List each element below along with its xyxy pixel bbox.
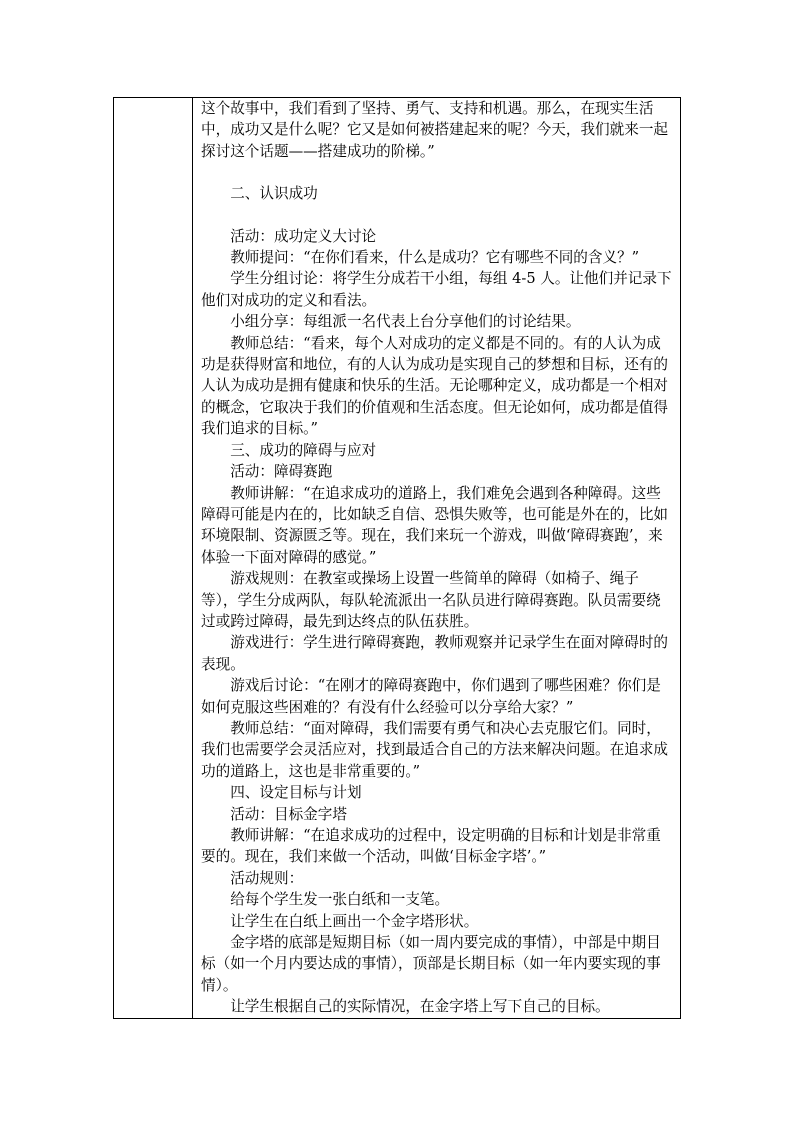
paragraph: 这个故事中，我们看到了坚持、勇气、支持和机遇。那么，在现实生活中，成功又是什么呢？它又是如何被搭建起来的呢？今天，我们就来一起探讨这个话题——搭建成功的阶梯。” — [201, 100, 669, 160]
paragraph: 小组分享：每组派一名代表上台分享他们的讨论结果。 — [230, 313, 581, 331]
paragraph: 教师讲解：“在追求成功的过程中，设定明确的目标和计划是非常重要的。现在，我们来做一个活动，叫做‘目标金字塔’。” — [201, 827, 661, 866]
paragraph: 学生分组讨论：将学生分成若干小组，每组 4-5 人。让他们并记录下他们对成功的定义和看法。 — [201, 270, 672, 309]
content-cell — [193, 98, 681, 1019]
paragraph: 游戏后讨论：“在刚才的障碍赛跑中，你们遇到了哪些困难？你们是如何克服这些困难的？有没有什么经验可以分享给大家？” — [201, 677, 661, 716]
paragraph: 教师提问：“在你们看来，什么是成功？它有哪些不同的含义？” — [230, 249, 640, 267]
paragraph: 教师总结：“看来，每个人对成功的定义都是不同的。有的人认为成功是获得财富和地位，有的人认为成功是实现自己的梦想和目标，还有的人认为成功是拥有健康和快乐的生活。无论哪种定义，成功都是一个相对的概念，它取决于我们的价值观和生活态度。但无论如何，成功都是值得我们追求的目标。” — [201, 334, 669, 438]
paragraph: 教师讲解：“在追求成功的道路上，我们难免会遇到各种障碍。这些障碍可能是内在的，比如缺乏自信、恐惧失败等，也可能是外在的，比如环境限制、资源匮乏等。现在，我们来玩一个游戏，叫做‘障碍赛跑’，来体验一下面对障碍的感觉。” — [201, 484, 669, 566]
paragraph: 三、成功的障碍与应对 — [230, 441, 377, 459]
paragraph: 活动：障碍赛跑 — [230, 463, 333, 481]
paragraph: 活动：成功定义大讨论 — [230, 227, 377, 245]
paragraph: 二、认识成功 — [230, 185, 318, 203]
paragraph: 让学生根据自己的实际情况，在金字塔上写下自己的目标。 — [230, 998, 610, 1016]
paragraph: 活动规则： — [230, 869, 304, 887]
blank-line — [201, 162, 674, 183]
label-cell — [114, 98, 193, 1019]
lesson-content — [193, 98, 680, 1018]
paragraph: 给每个学生发一张白纸和一支笔。 — [230, 891, 450, 909]
paragraph: 游戏规则：在教室或操场上设置一些简单的障碍（如椅子、绳子等），学生分成两队，每队轮流派出一名队员进行障碍赛跑。队员需要绕过或跨过障碍，最先到达终点的队伍获胜。 — [201, 570, 661, 630]
lesson-table — [113, 97, 681, 1019]
paragraph: 活动：目标金字塔 — [230, 805, 347, 823]
paragraph: 游戏进行：学生进行障碍赛跑，教师观察并记录学生在面对障碍时的表现。 — [201, 634, 669, 673]
paragraph: 金字塔的底部是短期目标（如一周内要完成的事情），中部是中期目标（如一个月内要达成的事情），顶部是长期目标（如一年内要实现的事情）。 — [201, 934, 661, 994]
table-row — [114, 98, 681, 1019]
paragraph: 让学生在白纸上画出一个金字塔形状。 — [230, 912, 479, 930]
paragraph: 教师总结：“面对障碍，我们需要有勇气和决心去克服它们。同时，我们也需要学会灵活应对，找到最适合自己的方法来解决问题。在追求成功的道路上，这也是非常重要的。” — [201, 719, 669, 780]
paragraph: 四、设定目标与计划 — [230, 784, 362, 802]
blank-line — [201, 205, 674, 226]
